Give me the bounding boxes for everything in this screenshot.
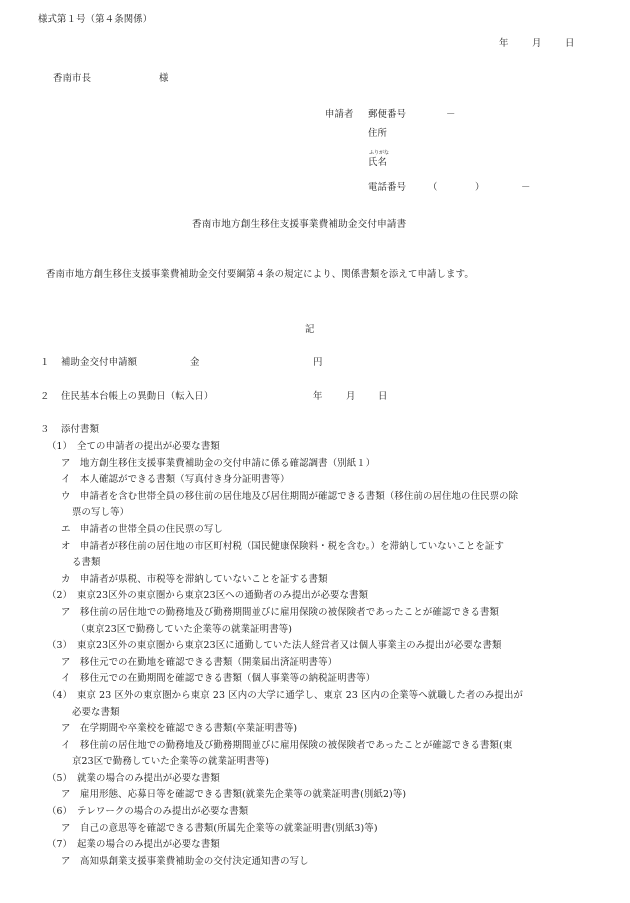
item-2-month-unit: 月	[346, 391, 356, 402]
list-item: ア 移住前の居住地での勤務地及び勤務期間並びに雇用保険の被保険者であったことが確認できる書類	[61, 607, 500, 618]
section-heading: （7） 起業の場合のみ提出が必要な書類	[47, 839, 220, 850]
item-2-day-unit: 日	[378, 391, 388, 402]
date-day-unit: 日	[565, 38, 575, 49]
phone-close-paren: ）	[475, 182, 485, 193]
list-item: ウ 申請者を含む世帯全員の移住前の居住地及び居住期間が確認できる書類（移住前の居住地の住民票の除	[61, 491, 519, 502]
list-item: オ 申請者が移住前の居住地の市区町村税（国民健康保険料・税を含む。）を滞納していないことを証す	[61, 541, 504, 552]
item-2-year-unit: 年	[313, 391, 323, 402]
item-1-label: 補助金交付申請額	[61, 357, 138, 368]
addressee-honorific: 様	[159, 73, 169, 84]
addressee-name: 香南市長	[53, 73, 92, 84]
ki-heading: 記	[305, 324, 315, 335]
postal-code-label: 郵便番号	[368, 109, 407, 120]
form-number: 様式第１号（第４条関係）	[38, 14, 153, 25]
date-year-unit: 年	[499, 38, 509, 49]
list-item: カ 申請者が県税、市税等を滞納していないことを証する書類	[61, 574, 328, 585]
name-label: 氏名	[368, 157, 388, 168]
section-heading: （6） テレワークの場合のみ提出が必要な書類	[47, 806, 249, 817]
item-1-unit: 円	[313, 357, 323, 368]
furigana-label: ふりがな	[369, 150, 390, 156]
phone-separator: －	[521, 182, 531, 193]
section-heading-continuation: 必要な書類	[72, 707, 120, 718]
list-item: イ 移住前の居住地での勤務地及び勤務期間並びに雇用保険の被保険者であったことが確認できる書類(東	[61, 740, 513, 751]
list-item-continuation: 京23区で勤務していた企業等の就業証明書等)	[72, 756, 270, 767]
date-month-unit: 月	[532, 38, 542, 49]
postal-code-separator: －	[446, 109, 456, 120]
list-item: ア 雇用形態、応募日等を確認できる書類(就業先企業等の就業証明書(別紙2)等)	[61, 789, 407, 800]
item-2-label: 住民基本台帳上の異動日（転入日）	[61, 391, 214, 402]
item-2-number: ２	[40, 391, 50, 402]
list-item-continuation: 票の写し等）	[72, 507, 130, 518]
section-heading: （3） 東京23区外の東京圏から東京23区に通勤していた法人経営者又は個人事業主のみ提出が必要な書類	[47, 640, 502, 651]
phone-label: 電話番号	[368, 182, 407, 193]
section-heading: （5） 就業の場合のみ提出が必要な書類	[47, 773, 220, 784]
item-3-label: 添付書類	[61, 424, 100, 435]
list-item: イ 移住元での在勤期間を確認できる書類（個人事業等の納税証明書等）	[61, 673, 376, 684]
list-item-continuation: （東京23区で勤務していた企業等の就業証明書等)	[76, 624, 293, 635]
item-1-number: １	[40, 357, 50, 368]
list-item-continuation: る書類	[72, 557, 101, 568]
phone-open-paren: （	[428, 182, 438, 193]
list-item: ア 高知県創業支援事業費補助金の交付決定通知書の写し	[61, 856, 309, 867]
section-heading: （2） 東京23区外の東京圏から東京23区への通勤者のみ提出が必要な書類	[47, 590, 369, 601]
list-item: ア 在学期間や卒業校を確認できる書類(卒業証明書等)	[61, 723, 298, 734]
list-item: ア 地方創生移住支援事業費補助金の交付申請に係る確認調書（別紙１）	[61, 458, 376, 469]
list-item: ア 移住元での在勤地を確認できる書類（開業届出済証明書等）	[61, 657, 338, 668]
intro-text: 香南市地方創生移住支援事業費補助金交付要綱第４条の規定により、関係書類を添えて申請します。	[46, 269, 474, 280]
item-3-number: ３	[40, 424, 50, 435]
section-heading: （4） 東京 23 区外の東京圏から東京 23 区内の大学に通学し、東京 23 区内の企業等へ就職した者のみ提出が	[47, 690, 523, 701]
section-heading: （1） 全ての申請者の提出が必要な書類	[47, 441, 220, 452]
address-label: 住所	[368, 128, 388, 139]
item-1-currency: 金	[190, 357, 200, 368]
list-item: エ 申請者の世帯全員の住民票の写し	[61, 524, 223, 535]
list-item: イ 本人確認ができる書類（写真付き身分証明書等）	[61, 474, 290, 485]
document-title: 香南市地方創生移住支援事業費補助金交付申請書	[192, 219, 407, 230]
list-item: ア 自己の意思等を確認できる書類(所属先企業等の就業証明書(別紙3)等)	[61, 823, 378, 834]
applicant-label: 申請者	[325, 109, 354, 120]
